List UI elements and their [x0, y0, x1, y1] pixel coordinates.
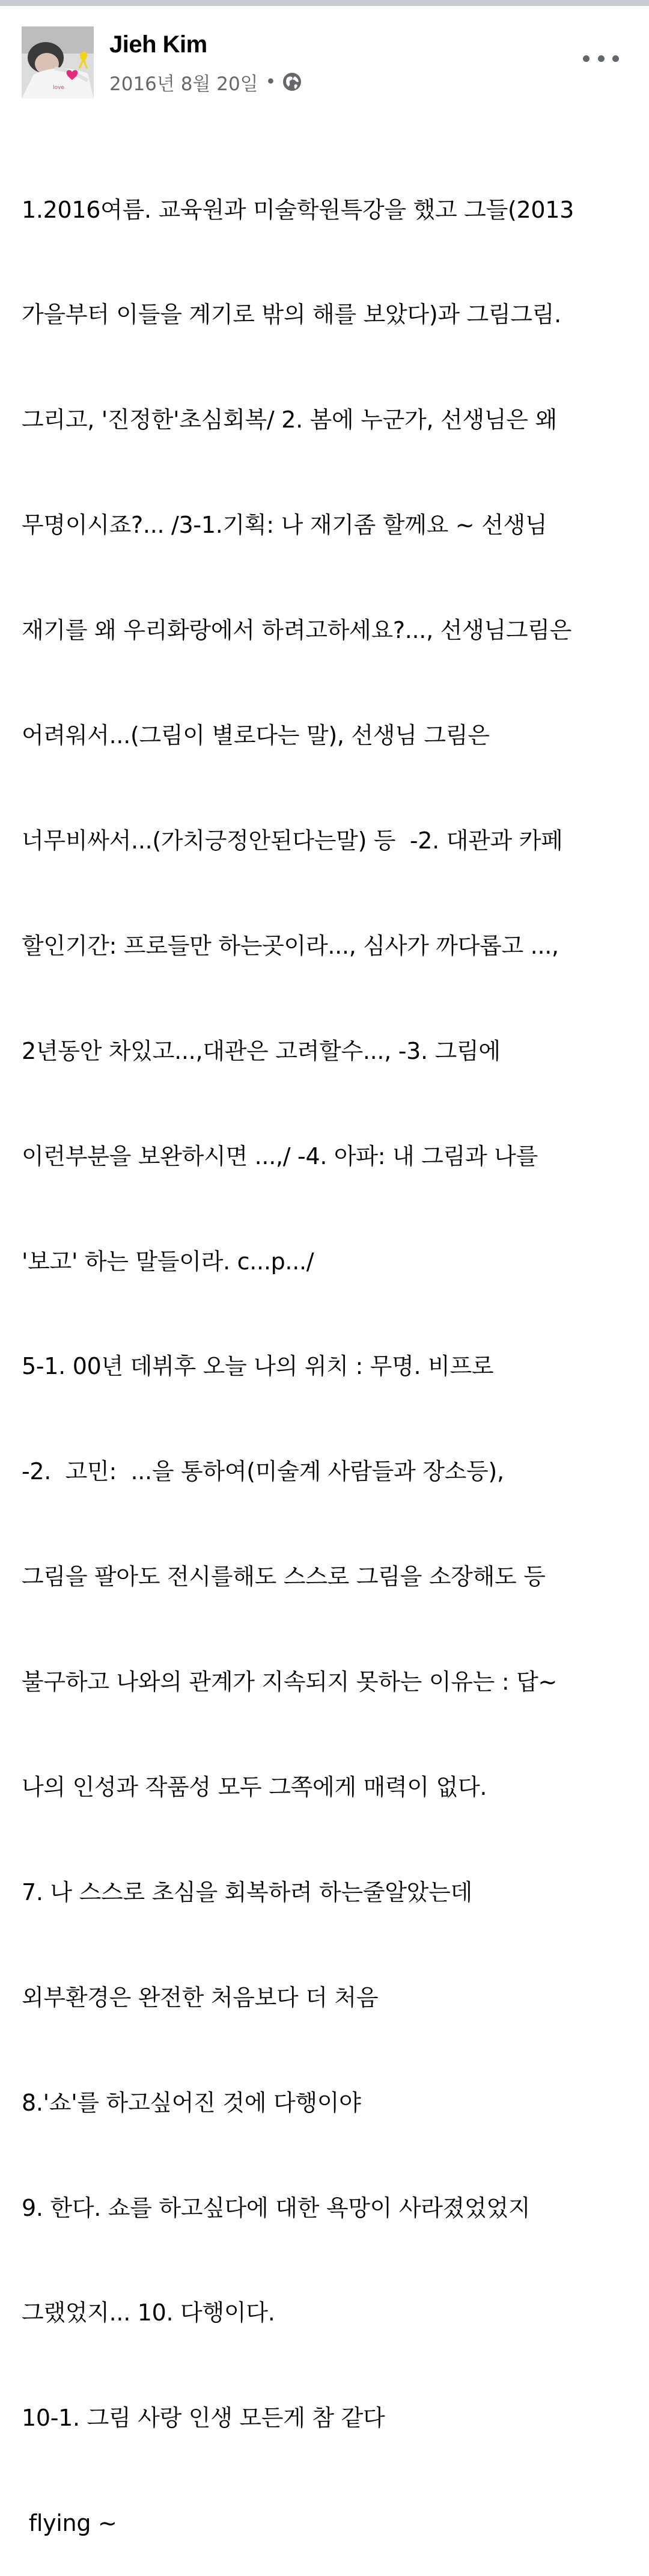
post-line: '보고' 하는 말들이라. c...p.../ — [22, 1248, 314, 1275]
post-line: 8.'쇼'를 하고싶어진 것에 다행이야 — [22, 2089, 361, 2116]
post-line: flying ~ — [22, 2510, 117, 2537]
post-line: 너무비싸서...(가치긍정안된다는말) 등 -2. 대관과 카페 — [22, 827, 563, 854]
post-line: 할인기간: 프로들만 하는곳이라..., 심사가 까다롭고 ..., — [22, 932, 559, 959]
top-divider — [0, 0, 649, 6]
more-dot — [612, 55, 619, 62]
more-dot — [598, 55, 605, 62]
avatar[interactable] — [22, 26, 94, 99]
post-line: 9. 한다. 쇼를 하고싶다에 대한 욕망이 사라졌었었지 — [22, 2194, 531, 2221]
more-options-icon[interactable] — [583, 49, 619, 67]
post-line: 이런부분을 보완하시면 ...,/ -4. 아파: 내 그림과 나를 — [22, 1142, 538, 1170]
post-line: 10-1. 그림 사랑 인생 모든게 참 같다 — [22, 2405, 385, 2432]
post-line: 그리고, '진정한'초심회복/ 2. 봄에 누군가, 선생님은 왜 — [22, 406, 557, 434]
post-line: 1.2016여름. 교육원과 미술학원특강을 했고 그들(2013 — [22, 196, 574, 223]
post-line: 그랬었지... 10. 다행이다. — [22, 2299, 275, 2326]
post-line: 7. 나 스스로 초심을 회복하려 하는줄알았는데 — [22, 1878, 472, 1906]
post-line: 나의 인성과 작품성 모두 그쪽에게 매력이 없다. — [22, 1773, 487, 1800]
avatar-love-text: love — [53, 85, 64, 91]
post-date[interactable]: 2016년 8월 20일 — [109, 73, 258, 95]
post-line: 외부환경은 완전한 처음보다 더 처음 — [22, 1984, 379, 2011]
post-line: -2. 고민: ...을 통하여(미술계 사람들과 장소등), — [22, 1458, 504, 1485]
avatar-image — [22, 26, 94, 99]
post-line: 그림을 팔아도 전시를해도 스스로 그림을 소장해도 등 — [22, 1563, 546, 1590]
post-line: 재기를 왜 우리화랑에서 하려고하세요?..., 선생님그림은 — [22, 617, 572, 644]
post-line: 5-1. 00년 데뷔후 오늘 나의 위치 : 무명. 비프로 — [22, 1353, 494, 1380]
post-line: 어려워서...(그림이 별로다는 말), 선생님 그림은 — [22, 722, 490, 749]
post-text — [22, 122, 635, 2576]
post-line: 불구하고 나와의 관계가 지속되지 못하는 이유는 : 답~ — [22, 1669, 558, 1696]
post-header — [0, 18, 649, 108]
author-name[interactable]: Jieh Kim — [109, 31, 207, 58]
post-line: 가을부터 이들을 계기로 밖의 해를 보았다)과 그림그림. — [22, 301, 561, 328]
more-dot — [583, 55, 590, 62]
post-line: 무명이시죠?... /3-1.기획: 나 재기좀 할께요 ~ 선생님 — [22, 512, 547, 539]
meta-separator: • — [265, 71, 276, 93]
post-line: 2년동안 차있고...,대관은 고려할수..., -3. 그림에 — [22, 1037, 501, 1064]
post-meta — [109, 69, 302, 95]
globe-icon[interactable] — [282, 72, 302, 92]
